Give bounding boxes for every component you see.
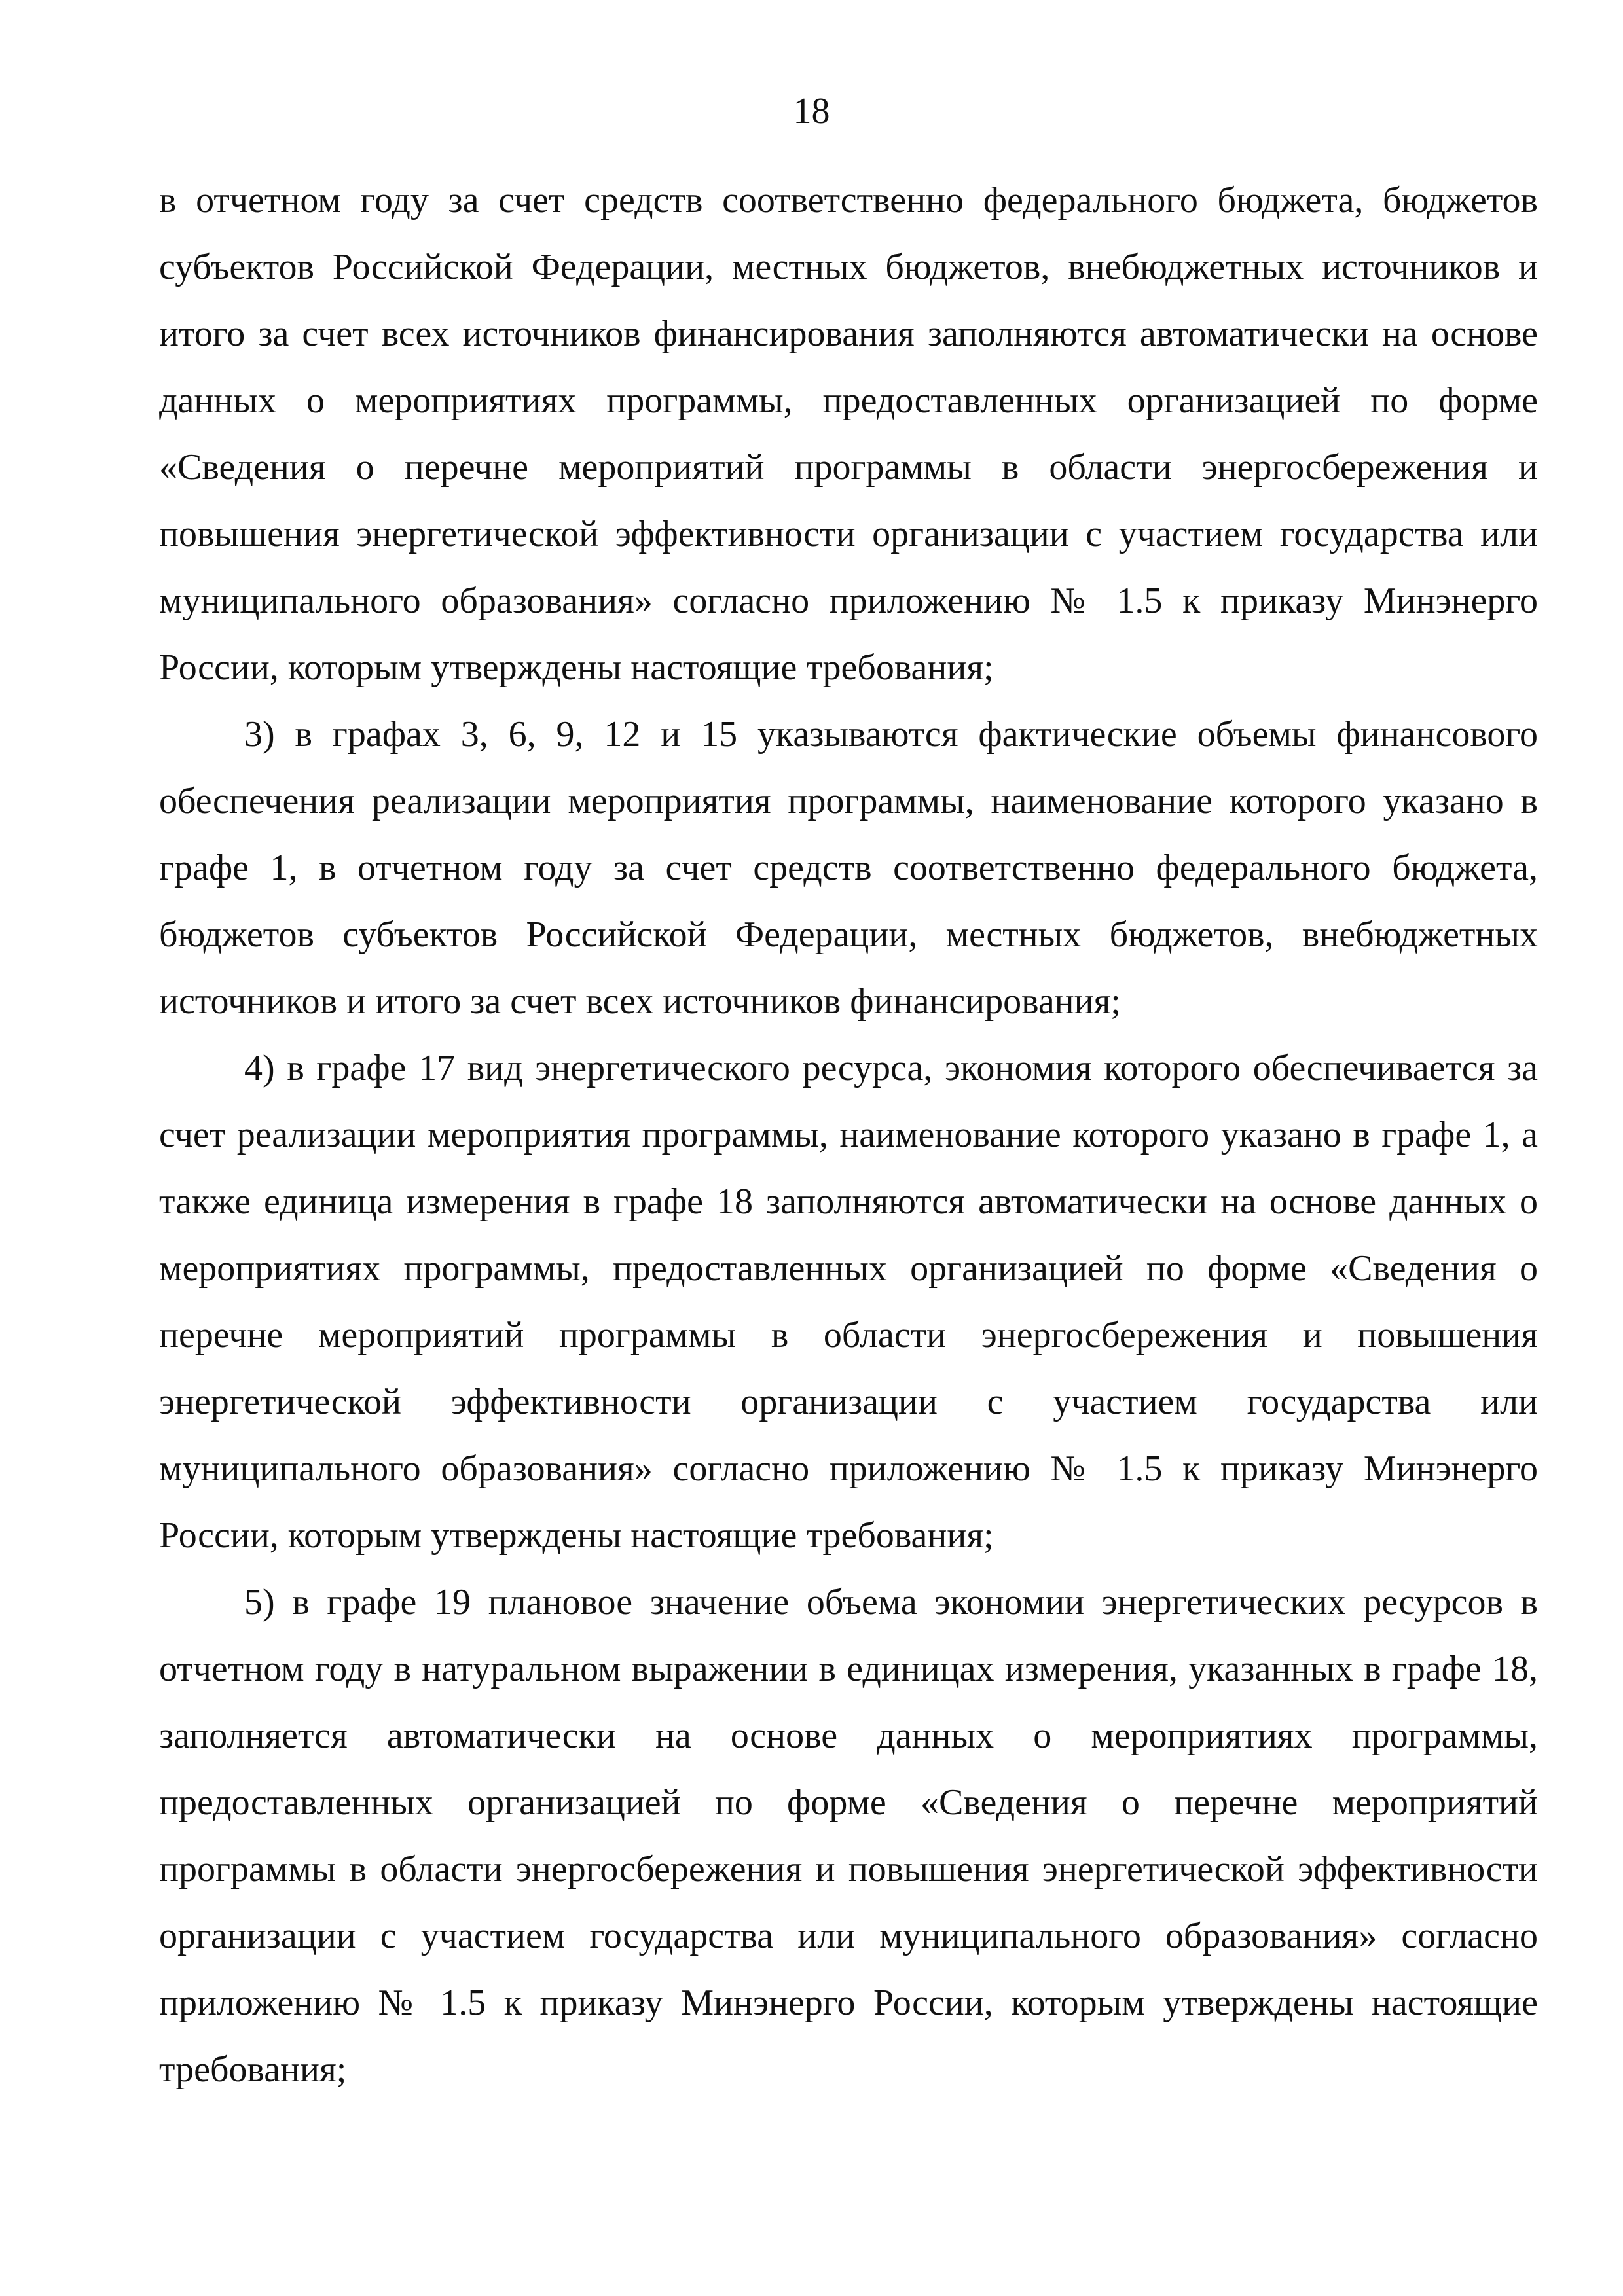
paragraph-item-4: 4) в графе 17 вид энергетического ресурса, экономия которого обеспечивается за счет реализации мероприятия программы, наименование которого указано в графе 1, а также единица измерения в графе 18 заполняются автоматически на основе данных о мероприятиях программы, предоставленных организацией по форме «Сведения о перечне мероприятий программы в области энергосбережения и повышения энергетической эффективности организации с участием государства или муниципального образования» согласно приложению № 1.5 к приказу Минэнерго России, которым утверждены настоящие требования; — [159, 1048, 1538, 1556]
paragraph-item-5: 5) в графе 19 плановое значение объема экономии энергетических ресурсов в отчетном году в натуральном выражении в единицах измерения, указанных в графе 18, заполняется автоматически на основе данных о мероприятиях программы, предоставленных организацией по форме «Сведения о перечне мероприятий программы в области энергосбережения и повышения энергетической эффективности организации с участием государства или муниципального образования» согласно приложению № 1.5 к приказу Минэнерго России, которым утверждены настоящие требования; — [159, 1582, 1538, 2090]
page-number: 18 — [793, 91, 830, 132]
document-body — [159, 167, 1538, 2103]
paragraph-continuation: в отчетном году за счет средств соответственно федерального бюджета, бюджетов субъектов Российской Федерации, местных бюджетов, внебюджетных источников и итого за счет всех источников финансирования заполняются автоматически на основе данных о мероприятиях программы, предоставленных организацией по форме «Сведения о перечне мероприятий программы в области энергосбережения и повышения энергетической эффективности организации с участием государства или муниципального образования» согласно приложению № 1.5 к приказу Минэнерго России, которым утверждены настоящие требования; — [159, 180, 1538, 688]
paragraph-item-3: 3) в графах 3, 6, 9, 12 и 15 указываются фактические объемы финансового обеспечения реализации мероприятия программы, наименование которого указано в графе 1, в отчетном году за счет средств соответственно федерального бюджета, бюджетов субъектов Российской Федерации, местных бюджетов, внебюджетных источников и итого за счет всех источников финансирования; — [159, 714, 1538, 1022]
